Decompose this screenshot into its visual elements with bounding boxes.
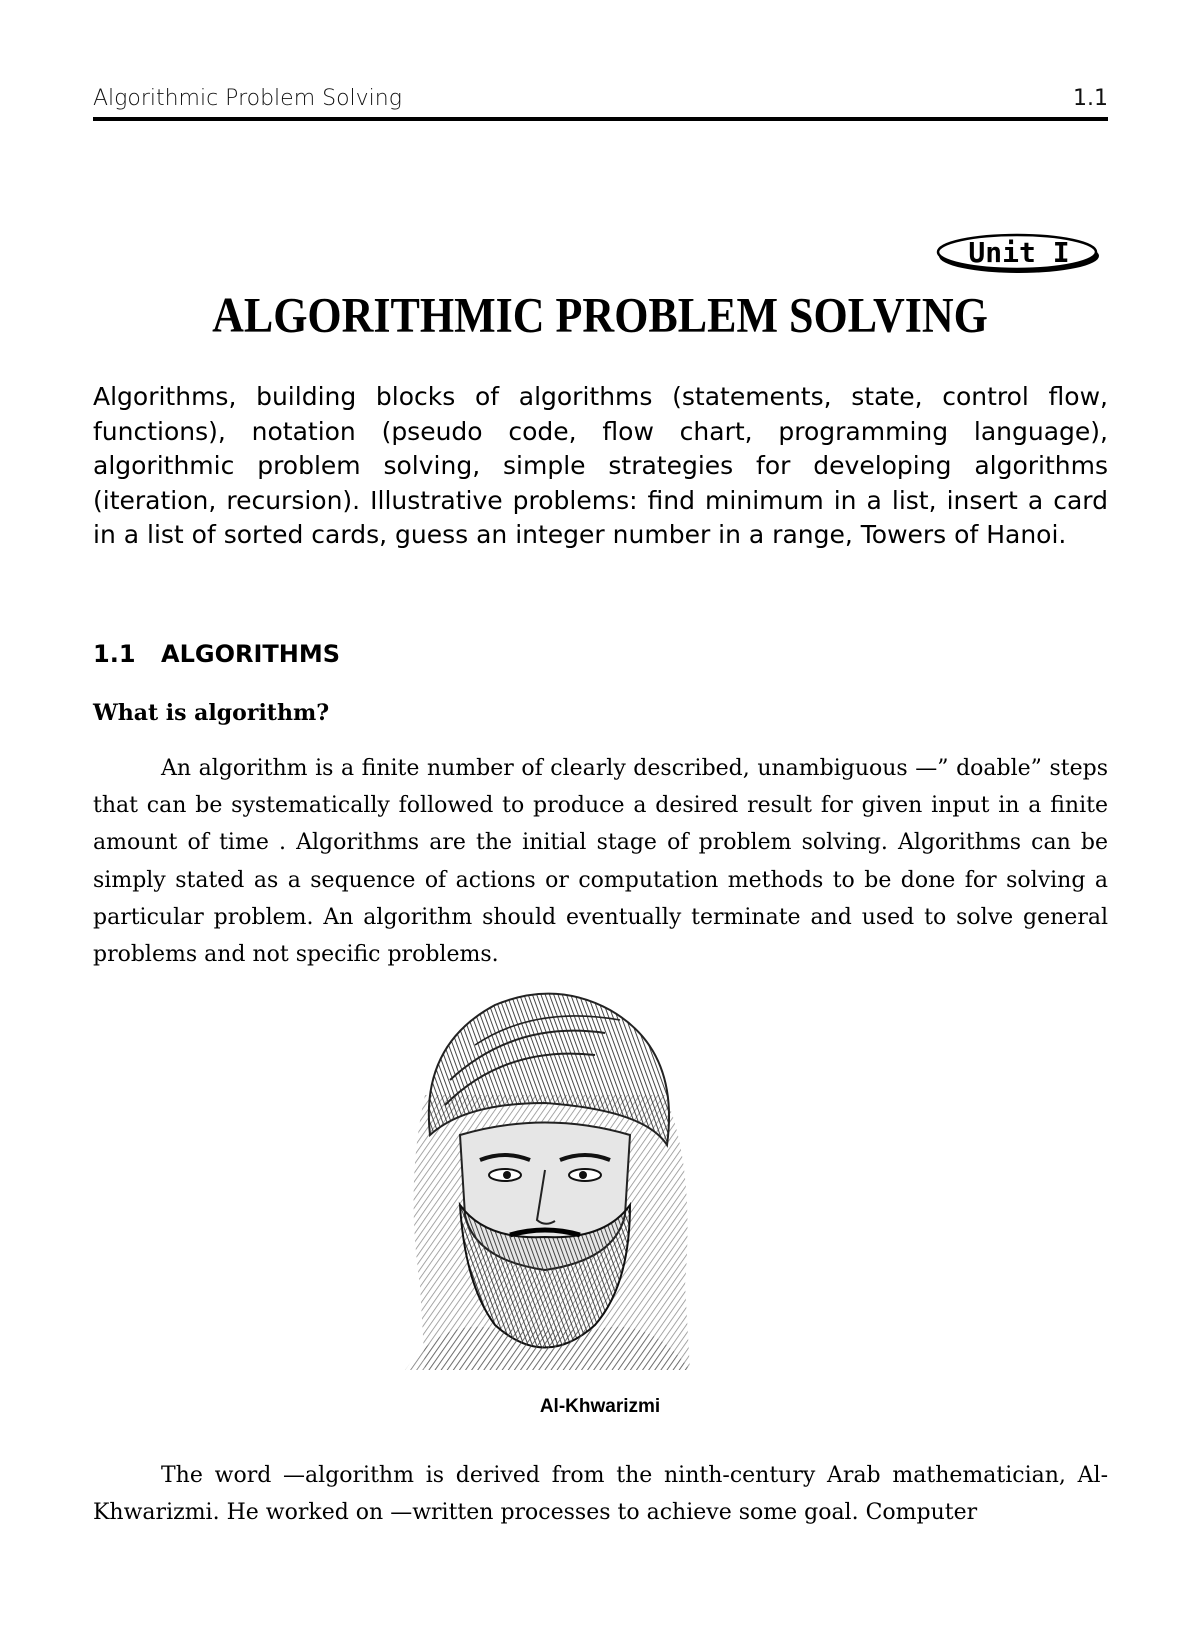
figure-caption: Al-Khwarizmi bbox=[539, 1396, 661, 1417]
subheading: What is algorithm? bbox=[93, 700, 330, 726]
unit-label: Unit I bbox=[968, 236, 1070, 269]
paragraph-etymology: The word —algorithm is derived from the ninth-century Arab mathematician, Al-Khwarizmi. He worked on —written processes to achieve some goal. Computer bbox=[93, 1463, 1108, 1526]
chapter-title: ALGORITHMIC PROBLEM SOLVING bbox=[212, 288, 988, 343]
header-rule bbox=[93, 117, 1108, 121]
page-number: 1.1 bbox=[1073, 86, 1108, 111]
al-khwarizmi-portrait bbox=[405, 985, 690, 1370]
syllabus-text: Algorithms, building blocks of algorithms (statements, state, control flow, functions), notation (pseudo code, flow chart, programming language), algorithmic problem solving, simple strategies for developing algorithms (iteration, recursion). Illustrative problems: find minimum in a list, insert a card in a list of sorted cards, guess an integer number in a range, Towers of Hanoi. bbox=[93, 382, 1108, 549]
section-heading bbox=[93, 640, 340, 668]
unit-badge bbox=[935, 232, 1103, 276]
running-header bbox=[93, 86, 1108, 120]
section-number: 1.1 bbox=[93, 640, 136, 668]
portrait-drawing bbox=[405, 985, 690, 1370]
section-title: ALGORITHMS bbox=[161, 640, 341, 668]
running-title: Algorithmic Problem Solving bbox=[93, 86, 402, 111]
paragraph-definition: An algorithm is a finite number of clearly described, unambiguous —” doable” steps that can be systematically followed to produce a desired result for given input in a finite amount of time . Algorithms are the initial stage of problem solving. Algorithms can be simply stated as a sequence of actions or computation methods to be done for solving a particular problem. An algorithm should eventually terminate and used to solve general problems and not specific problems. bbox=[93, 756, 1108, 968]
